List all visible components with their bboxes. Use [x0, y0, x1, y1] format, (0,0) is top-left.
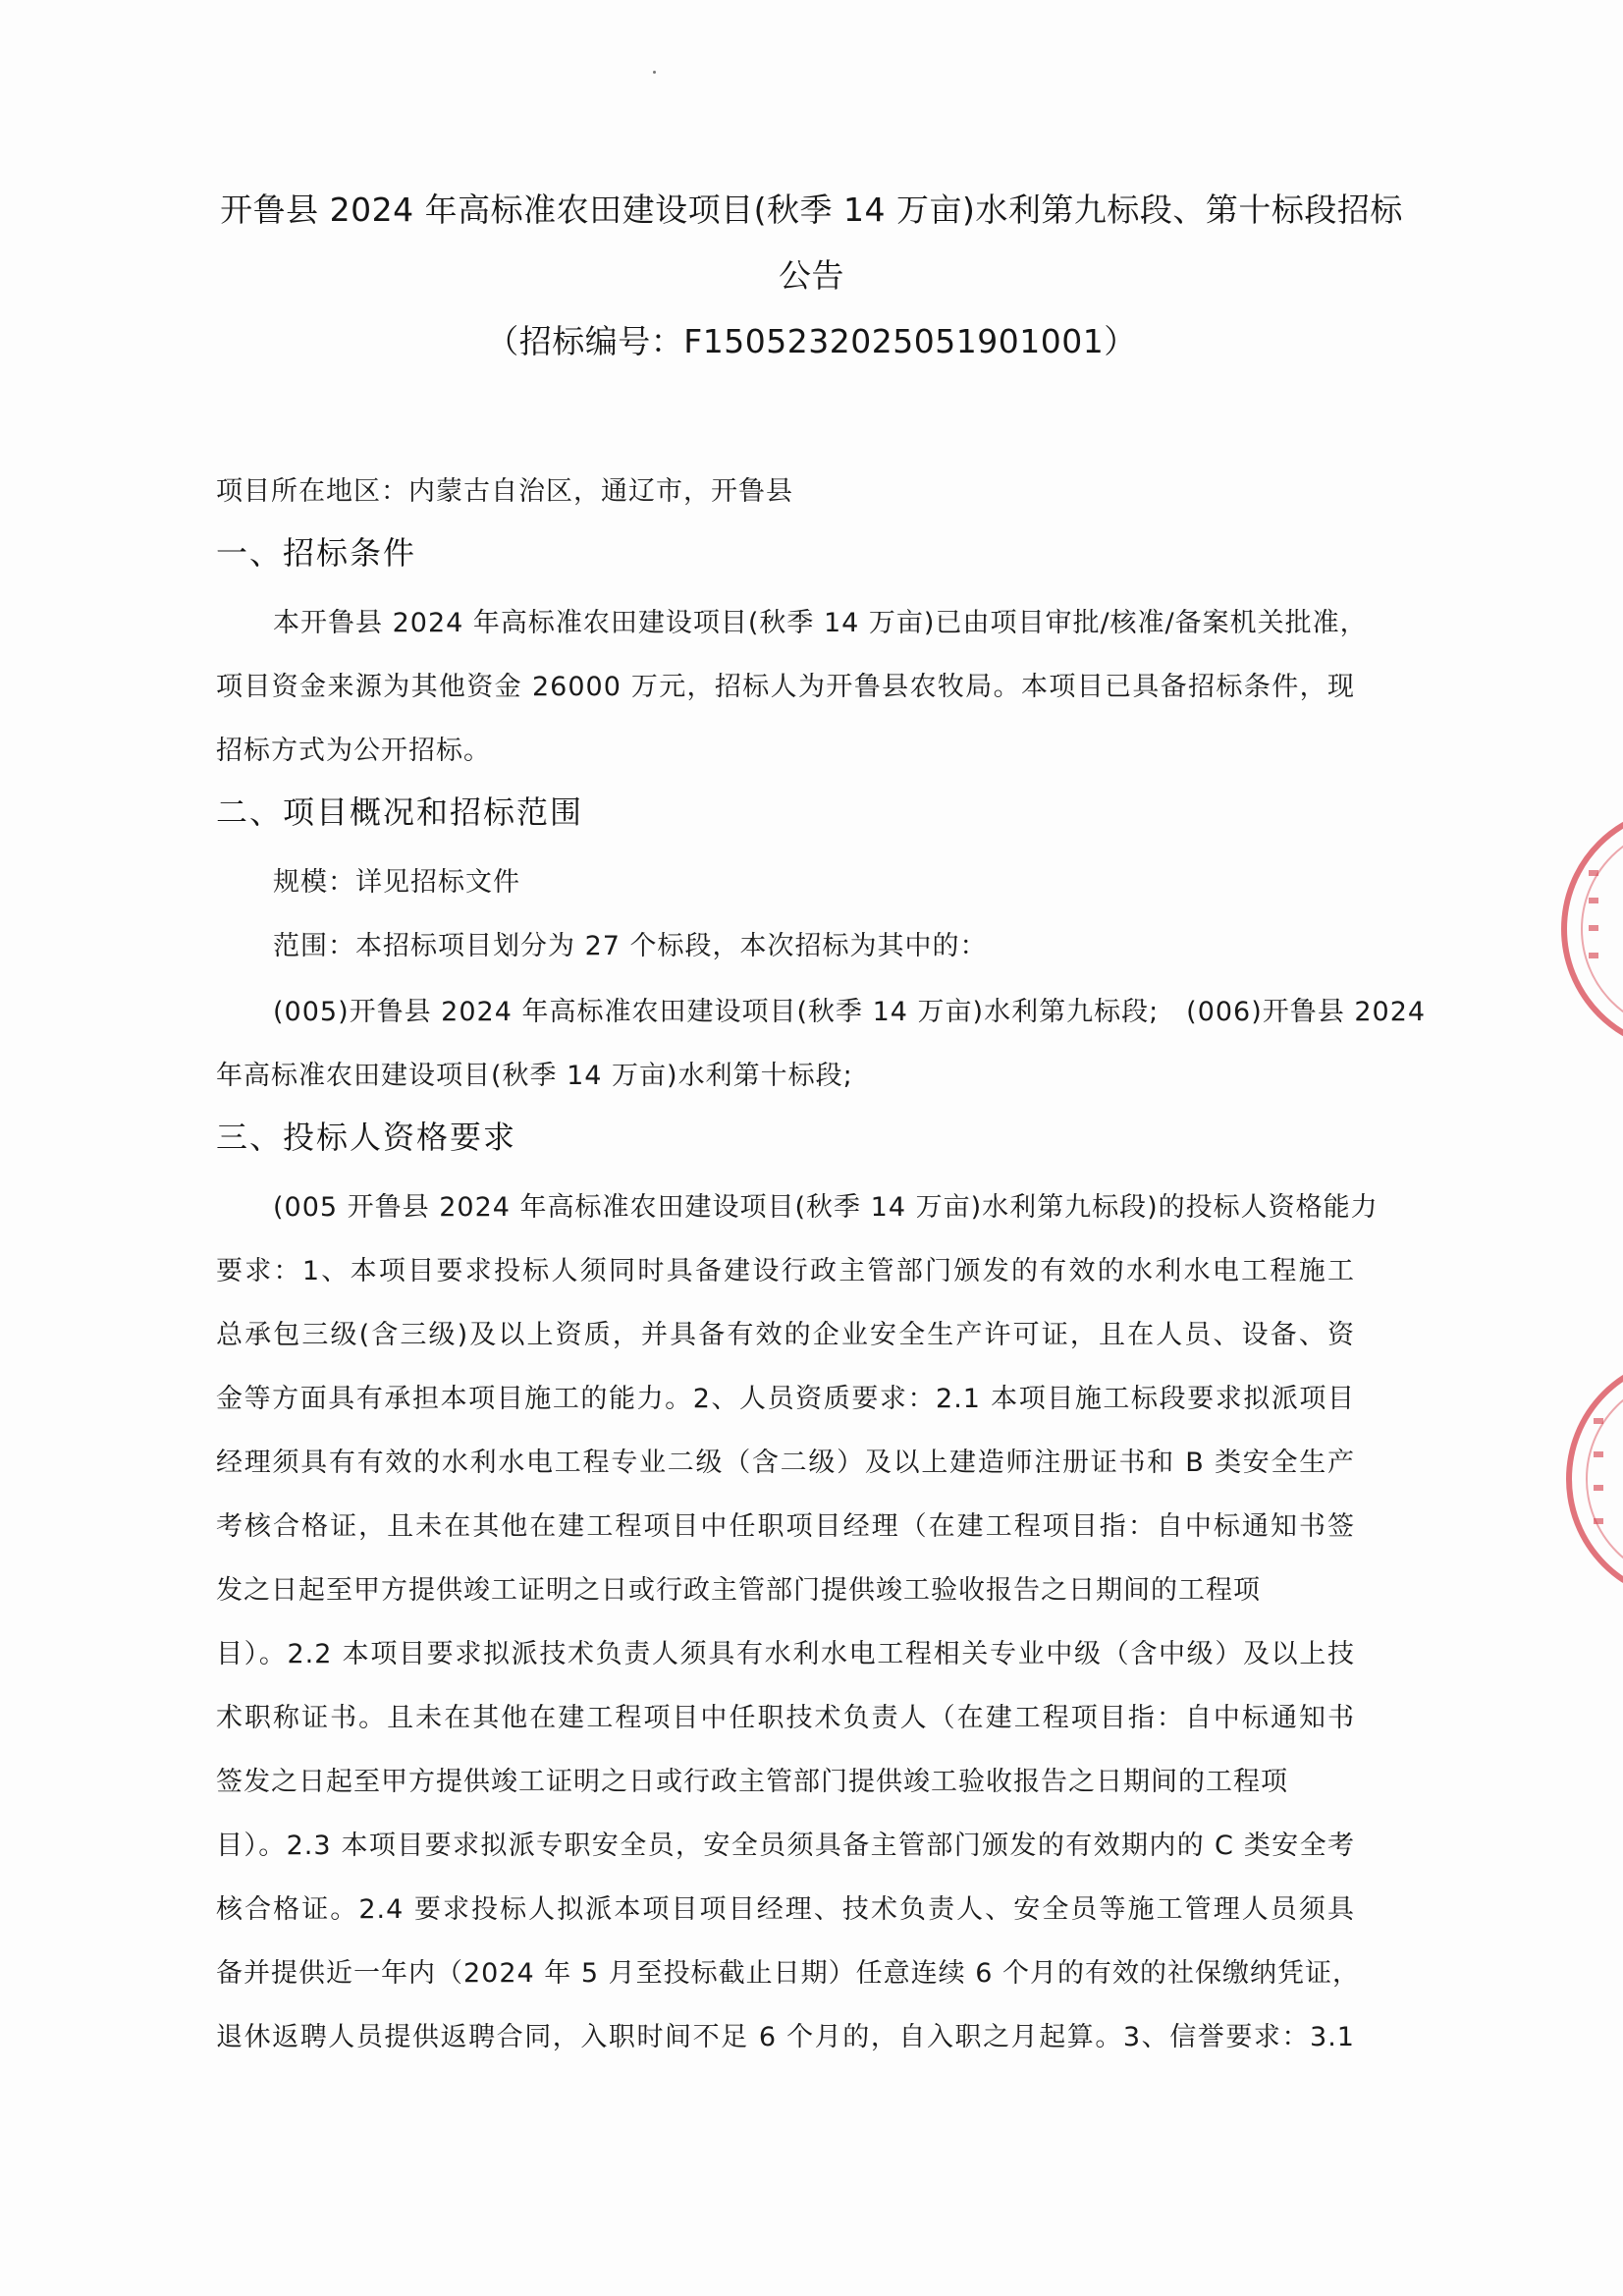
paragraph-line: 考核合格证，且未在其他在建工程项目中任职项目经理（在建工程项目指：自中标通知书签: [216, 1511, 1355, 1542]
paragraph-line: 核合格证。2.4 要求投标人拟派本项目项目经理、技术负责人、安全员等施工管理人员须具: [216, 1894, 1355, 1925]
scale-line: 规模：详见招标文件: [273, 867, 520, 898]
paragraph-line: 发之日起至甲方提供竣工证明之日或行政主管部门提供竣工验收报告之日期间的工程项: [216, 1575, 1261, 1606]
paragraph-line: 经理须具有有效的水利水电工程专业二级（含二级）及以上建造师注册证书和 B 类安全生产: [216, 1448, 1355, 1478]
paragraph-line: 本开鲁县 2024 年高标准农田建设项目(秋季 14 万亩)已由项目审批/核准/备案机关批准，: [273, 608, 1368, 638]
section-heading-qualifications: 三、投标人资格要求: [216, 1119, 517, 1156]
paragraph-line: (005 开鲁县 2024 年高标准农田建设项目(秋季 14 万亩)水利第九标段)的投标人资格能力: [273, 1192, 1379, 1223]
red-seal-stamp: [1561, 805, 1623, 1053]
paragraph-line: 要求：1、本项目要求投标人须同时具备建设行政主管部门颁发的有效的水利水电工程施工: [216, 1256, 1355, 1286]
lots-line: (005)开鲁县 2024 年高标准农田建设项目(秋季 14 万亩)水利第九标段; (006)开鲁县 2024: [273, 997, 1427, 1027]
scope-line: 范围：本招标项目划分为 27 个标段，本次招标为其中的：: [273, 931, 988, 961]
paragraph-line: 目）。2.3 本项目要求拟派专职安全员，安全员须具备主管部门颁发的有效期内的 C 类安全考: [216, 1831, 1355, 1861]
paragraph-line: 备并提供近一年内（2024 年 5 月至投标截止日期）任意连续 6 个月的有效的社保缴纳凭证，: [216, 1958, 1360, 1989]
section-heading-bid-conditions: 一、招标条件: [216, 534, 417, 572]
lots-line: 年高标准农田建设项目(秋季 14 万亩)水利第十标段;: [216, 1061, 853, 1091]
paragraph-line: 金等方面具有承担本项目施工的能力。2、人员资质要求：2.1 本项目施工标段要求拟派项目: [216, 1384, 1355, 1414]
paragraph-line: 签发之日起至甲方提供竣工证明之日或行政主管部门提供竣工验收报告之日期间的工程项: [216, 1767, 1288, 1797]
paragraph-line: 术职称证书。且未在其他在建工程项目中任职技术负责人（在建工程项目指：自中标通知书: [216, 1703, 1355, 1733]
document-title-line-2: 公告: [779, 256, 844, 295]
project-location: 项目所在地区：内蒙古自治区，通辽市，开鲁县: [216, 476, 793, 507]
scan-speck: [653, 71, 656, 74]
paragraph-line: 目）。2.2 本项目要求拟派技术负责人须具有水利水电工程相关专业中级（含中级）及以上技: [216, 1639, 1355, 1669]
paragraph-line: 招标方式为公开招标。: [216, 736, 491, 766]
red-seal-stamp: [1566, 1355, 1623, 1603]
document-title-line-1: 开鲁县 2024 年高标准农田建设项目(秋季 14 万亩)水利第九标段、第十标段招标: [220, 191, 1403, 229]
paragraph-line: 退休返聘人员提供返聘合同，入职时间不足 6 个月的，自入职之月起算。3、信誉要求：3.1: [216, 2022, 1355, 2052]
paragraph-line: 总承包三级(含三级)及以上资质，并具备有效的企业安全生产许可证，且在人员、设备、资: [216, 1320, 1355, 1350]
section-heading-overview-scope: 二、项目概况和招标范围: [216, 793, 584, 831]
paragraph-line: 项目资金来源为其他资金 26000 万元，招标人为开鲁县农牧局。本项目已具备招标条件，现: [216, 672, 1355, 702]
bid-number: （招标编号：F1505232025051901001）: [486, 322, 1137, 360]
